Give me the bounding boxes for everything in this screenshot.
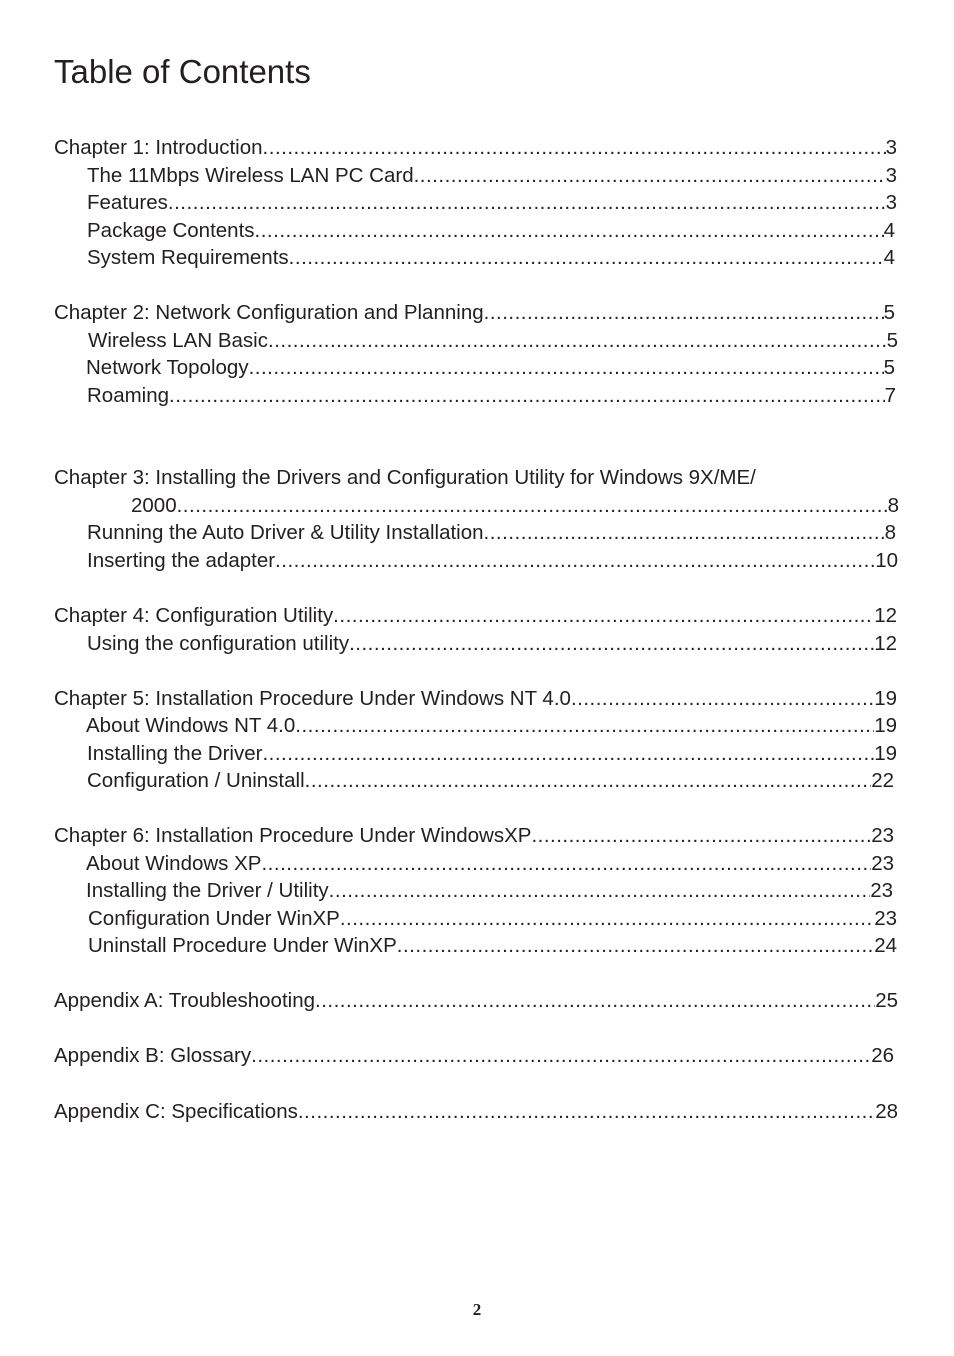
- toc-entry-uninstall-winxp: [88, 933, 897, 959]
- toc-entry-chapter-3-line-1: [54, 465, 854, 491]
- toc-entry-label: Running the Auto Driver & Utility Installation: [87, 521, 484, 544]
- toc-entry-label: Inserting the adapter: [87, 549, 276, 572]
- leader-dots: [249, 355, 884, 381]
- toc-entry-label: Configuration / Uninstall: [87, 769, 305, 792]
- toc-entry-page: 3: [885, 136, 897, 159]
- leader-dots: [571, 686, 874, 712]
- toc-entry-label: Installing the Driver / Utility: [86, 879, 329, 902]
- toc-entry-page: 12: [874, 604, 897, 627]
- toc-entry-about-windows-xp: [86, 851, 894, 877]
- toc-entry-chapter-5: [54, 686, 897, 712]
- toc-entry-using-configuration-utility: [87, 631, 897, 657]
- toc-entry-page: 3: [885, 191, 897, 214]
- leader-dots: [268, 328, 887, 354]
- toc-entry-page: 5: [886, 329, 898, 352]
- leader-dots: [263, 135, 886, 161]
- toc-entry-auto-driver-installation: [87, 520, 896, 546]
- toc-entry-page: 19: [874, 687, 897, 710]
- toc-entry-page: 4: [883, 246, 895, 269]
- toc-entry-page: 19: [874, 742, 897, 765]
- leader-dots: [531, 823, 871, 849]
- toc-entry-about-windows-nt: [86, 713, 897, 739]
- toc-entry-label: Roaming: [87, 384, 170, 407]
- toc-entry-chapter-2: [54, 300, 895, 326]
- toc-entry-pc-card: [87, 163, 897, 189]
- toc-entry-label: Using the configuration utility: [87, 632, 350, 655]
- page-number: 2: [472, 1300, 482, 1319]
- toc-entry-label: Chapter 4: Configuration Utility: [54, 604, 334, 627]
- toc-entry-installing-driver-utility: [86, 878, 893, 904]
- toc-entry-page: 5: [883, 356, 895, 379]
- toc-entry-label: About Windows NT 4.0: [86, 714, 296, 737]
- toc-entry-page: 24: [874, 934, 897, 957]
- leader-dots: [484, 300, 884, 326]
- leader-dots: [414, 163, 886, 189]
- toc-entry-label: Installing the Driver: [87, 742, 263, 765]
- toc-entry-page: 23: [870, 879, 893, 902]
- toc-entry-label: Appendix B: Glossary: [54, 1044, 252, 1067]
- toc-entry-label: Chapter 5: Installation Procedure Under Windows NT 4.0: [54, 687, 571, 710]
- toc-entry-chapter-6: [54, 823, 894, 849]
- page-title: Table of Contents: [54, 53, 311, 90]
- leader-dots: [261, 851, 871, 877]
- leader-dots: [255, 218, 884, 244]
- toc-entry-page: 8: [884, 521, 896, 544]
- leader-dots: [305, 768, 872, 794]
- toc-entry-wireless-lan-basic: [88, 328, 898, 354]
- leader-dots: [168, 190, 886, 216]
- toc-entry-page: 8: [887, 494, 899, 517]
- toc-entry-label: Chapter 1: Introduction: [54, 136, 263, 159]
- leader-dots: [298, 1099, 875, 1125]
- toc-entry-label: Features: [87, 191, 168, 214]
- leader-dots: [484, 520, 885, 546]
- toc-entry-appendix-b: [54, 1043, 894, 1069]
- toc-entry-label: Network Topology: [86, 356, 249, 379]
- toc-entry-page: 5: [883, 301, 895, 324]
- leader-dots: [262, 741, 874, 767]
- toc-entry-page: 23: [871, 824, 894, 847]
- toc-entry-roaming: [87, 383, 896, 409]
- toc-entry-page: 12: [874, 632, 897, 655]
- toc-entry-network-topology: [86, 355, 895, 381]
- leader-dots: [177, 493, 888, 519]
- toc-entry-installing-driver: [87, 741, 897, 767]
- toc-entry-features: [87, 190, 897, 216]
- leader-dots: [329, 878, 871, 904]
- toc-entry-label: Configuration Under WinXP: [88, 907, 340, 930]
- toc-entry-label: Wireless LAN Basic: [88, 329, 268, 352]
- toc-entry-page: 25: [875, 989, 898, 1012]
- leader-dots: [349, 631, 874, 657]
- toc-entry-configuration-uninstall: [87, 768, 894, 794]
- toc-entry-page: 4: [883, 219, 895, 242]
- toc-entry-label: Chapter 6: Installation Procedure Under WindowsXP: [54, 824, 532, 847]
- toc-entry-label: The 11Mbps Wireless LAN PC Card: [87, 164, 414, 187]
- toc-entry-label-continuation: 2000: [131, 494, 177, 517]
- toc-entry-page: 26: [871, 1044, 894, 1067]
- toc-entry-page: 10: [875, 549, 898, 572]
- leader-dots: [289, 245, 884, 271]
- toc-entry-label: Package Contents: [87, 219, 255, 242]
- toc-entry-label: Appendix C: Specifications: [54, 1100, 298, 1123]
- toc-entry-page: 23: [874, 907, 897, 930]
- toc-entry-page: 22: [871, 769, 894, 792]
- leader-dots: [275, 548, 875, 574]
- toc-entry-page: 23: [871, 852, 894, 875]
- toc-entry-system-requirements: [87, 245, 895, 271]
- toc-entry-inserting-adapter: [87, 548, 898, 574]
- toc-entry-configuration-winxp: [88, 906, 897, 932]
- toc-entry-label: About Windows XP: [86, 852, 262, 875]
- leader-dots: [397, 933, 874, 959]
- leader-dots: [295, 713, 874, 739]
- leader-dots: [333, 603, 874, 629]
- leader-dots: [315, 988, 875, 1014]
- toc-entry-chapter-1: [54, 135, 897, 161]
- toc-entry-label: Uninstall Procedure Under WinXP: [88, 934, 397, 957]
- leader-dots: [169, 383, 885, 409]
- leader-dots: [340, 906, 874, 932]
- toc-entry-appendix-a: [54, 988, 898, 1014]
- toc-entry-label: Appendix A: Troubleshooting: [54, 989, 315, 1012]
- toc-entry-appendix-c: [54, 1099, 898, 1125]
- toc-entry-page: 3: [885, 164, 897, 187]
- toc-entry-label: Chapter 2: Network Configuration and Planning: [54, 301, 484, 324]
- toc-entry-chapter-3-line-2: [131, 493, 899, 519]
- toc-entry-chapter-4: [54, 603, 897, 629]
- leader-dots: [251, 1043, 871, 1069]
- toc-entry-label: Chapter 3: Installing the Drivers and Configuration Utility for Windows 9X/ME/: [54, 466, 756, 489]
- toc-entry-label: System Requirements: [87, 246, 289, 269]
- toc-entry-page: 7: [884, 384, 896, 407]
- toc-entry-page: 28: [875, 1100, 898, 1123]
- toc-entry-package-contents: [87, 218, 895, 244]
- toc-entry-page: 19: [874, 714, 897, 737]
